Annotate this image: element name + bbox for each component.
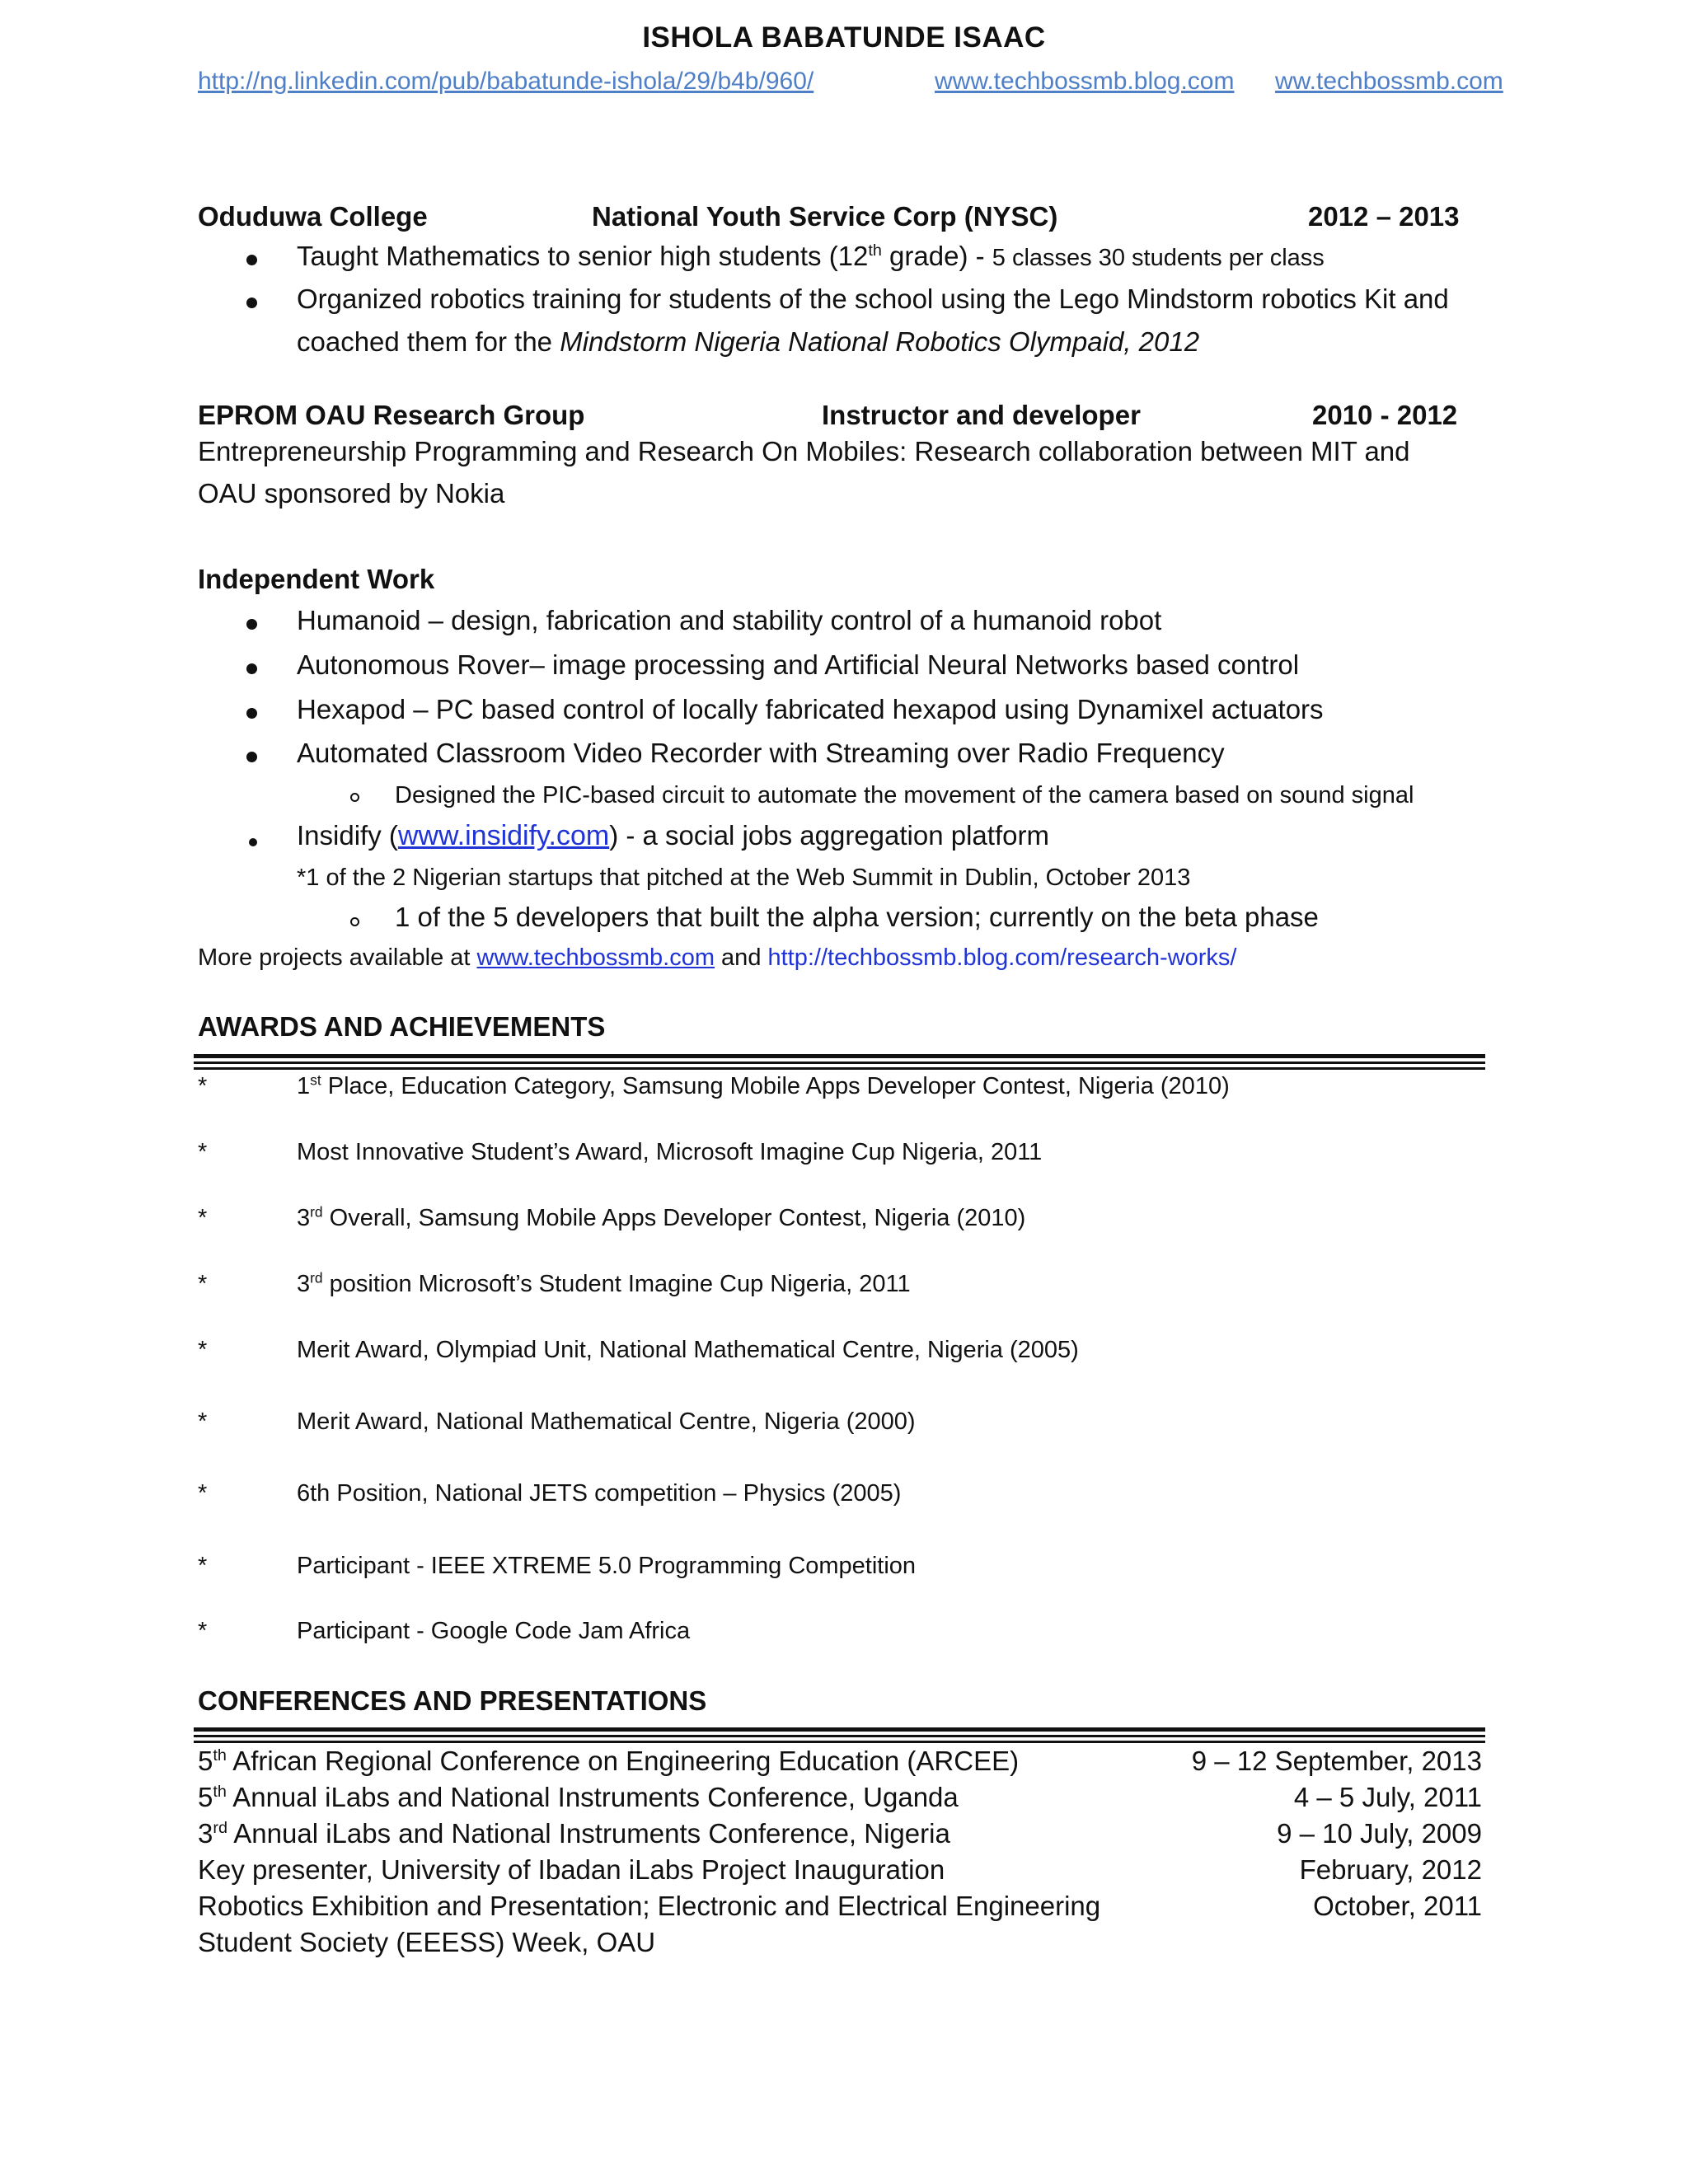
award-marker: * [198,1480,208,1507]
job-role: National Youth Service Corp (NYSC) [592,201,1058,232]
bullet-icon [246,708,257,719]
conference-date: October, 2011 [1313,1891,1482,1921]
section-divider [194,1062,1485,1064]
bullet-icon [246,255,257,265]
award-marker: * [198,1337,208,1363]
job-bullet: Taught Mathematics to senior high students (12th grade) - 5 classes 30 students per class [297,241,1325,271]
award-marker: * [198,1205,208,1231]
section-divider [194,1741,1485,1743]
job-org: EPROM OAU Research Group [198,400,585,430]
award-marker: * [198,1618,208,1644]
section-divider [194,1054,1485,1058]
award-item: Merit Award, National Mathematical Centre, Nigeria (2000) [297,1408,916,1435]
award-marker: * [198,1553,208,1579]
conference-item-continued: Student Society (EEESS) Week, OAU [198,1927,656,1957]
project-item: Hexapod – PC based control of locally fabricated hexapod using Dynamixel actuators [297,694,1324,724]
project-item: Automated Classroom Video Recorder with Streaming over Radio Frequency [297,738,1225,768]
project-item: Humanoid – design, fabrication and stability control of a humanoid robot [297,605,1162,635]
conference-item: 3rd Annual iLabs and National Instruments Conference, Nigeria [198,1818,950,1849]
section-divider [194,1067,1485,1070]
conference-date: 4 – 5 July, 2011 [1293,1782,1482,1812]
award-item: Participant - IEEE XTREME 5.0 Programming Competition [297,1553,917,1579]
sub-bullet-icon [350,793,359,802]
job-role: Instructor and developer [822,400,1141,430]
research-works-link[interactable]: http://techbossmb.blog.com/research-works/ [767,944,1237,971]
award-item: Merit Award, Olympiad Unit, National Mathematical Centre, Nigeria (2005) [297,1337,1079,1363]
sub-bullet-icon [350,917,359,926]
award-item: 1st Place, Education Category, Samsung Mobile Apps Developer Contest, Nigeria (2010) [297,1071,1230,1099]
linkedin-link[interactable]: http://ng.linkedin.com/pub/babatunde-ishola/29/b4b/960/ [198,68,814,95]
bullet-icon [246,619,257,630]
bullet-icon [246,663,257,674]
bullet-icon [249,838,257,846]
conference-item: Key presenter, University of Ibadan iLabs Project Inauguration [198,1854,945,1885]
award-item: 6th Position, National JETS competition – Physics (2005) [297,1480,902,1507]
conference-item: 5th African Regional Conference on Engineering Education (ARCEE) [198,1746,1020,1776]
award-marker: * [198,1408,208,1435]
resume-name: ISHOLA BABATUNDE ISAAC [642,21,1046,54]
project-item: Autonomous Rover– image processing and Artificial Neural Networks based control [297,649,1300,680]
job-bullet-continued: coached them for the Mindstorm Nigeria National Robotics Olympaid, 2012 [297,326,1200,357]
conference-item: 5th Annual iLabs and National Instruments Conference, Uganda [198,1782,959,1812]
conference-date: February, 2012 [1299,1854,1482,1885]
project-sub-item: Designed the PIC-based circuit to automate the movement of the camera based on sound signal [395,782,1414,808]
award-item: Participant - Google Code Jam Africa [297,1618,691,1644]
section-title-awards: AWARDS AND ACHIEVEMENTS [198,1011,606,1042]
award-marker: * [198,1271,208,1297]
award-item: 3rd position Microsoft’s Student Imagine Cup Nigeria, 2011 [297,1269,911,1297]
conference-date: 9 – 12 September, 2013 [1191,1746,1482,1776]
conference-date: 9 – 10 July, 2009 [1277,1818,1482,1849]
project-item-insidify: Insidify (www.insidify.com) - a social jobs aggregation platform [297,820,1049,851]
bullet-icon [246,298,257,308]
conference-item: Robotics Exhibition and Presentation; Electronic and Electrical Engineering [198,1891,1101,1921]
award-item: Most Innovative Student’s Award, Microsoft Imagine Cup Nigeria, 2011 [297,1139,1043,1165]
techbossmb-link[interactable]: www.techbossmb.com [476,944,715,971]
job-org: Oduduwa College [198,201,428,232]
award-marker: * [198,1073,208,1099]
section-title-independent-work: Independent Work [198,564,435,594]
website-link[interactable]: ww.techbossmb.com [1275,68,1503,95]
more-projects: More projects available at www.techbossmb.com and http://techbossmb.blog.com/research-works/ [198,944,1237,971]
project-sub-item: 1 of the 5 developers that built the alpha version; currently on the beta phase [395,902,1319,932]
section-title-conferences: CONFERENCES AND PRESENTATIONS [198,1685,707,1716]
job-description-continued: OAU sponsored by Nokia [198,478,505,509]
job-dates: 2010 - 2012 [1312,400,1458,430]
bullet-icon [246,752,257,762]
job-description: Entrepreneurship Programming and Research On Mobiles: Research collaboration between MIT and [198,436,1410,466]
job-dates: 2012 – 2013 [1308,201,1460,232]
award-item: 3rd Overall, Samsung Mobile Apps Developer Contest, Nigeria (2010) [297,1203,1026,1231]
insidify-note: *1 of the 2 Nigerian startups that pitched at the Web Summit in Dublin, October 2013 [297,865,1191,891]
job-bullet: Organized robotics training for students of the school using the Lego Mindstorm robotics Kit and [297,284,1449,314]
section-divider [194,1735,1485,1737]
section-divider [194,1727,1485,1732]
insidify-link[interactable]: www.insidify.com [397,820,610,851]
blog-link[interactable]: www.techbossmb.blog.com [935,68,1235,95]
award-marker: * [198,1139,208,1165]
